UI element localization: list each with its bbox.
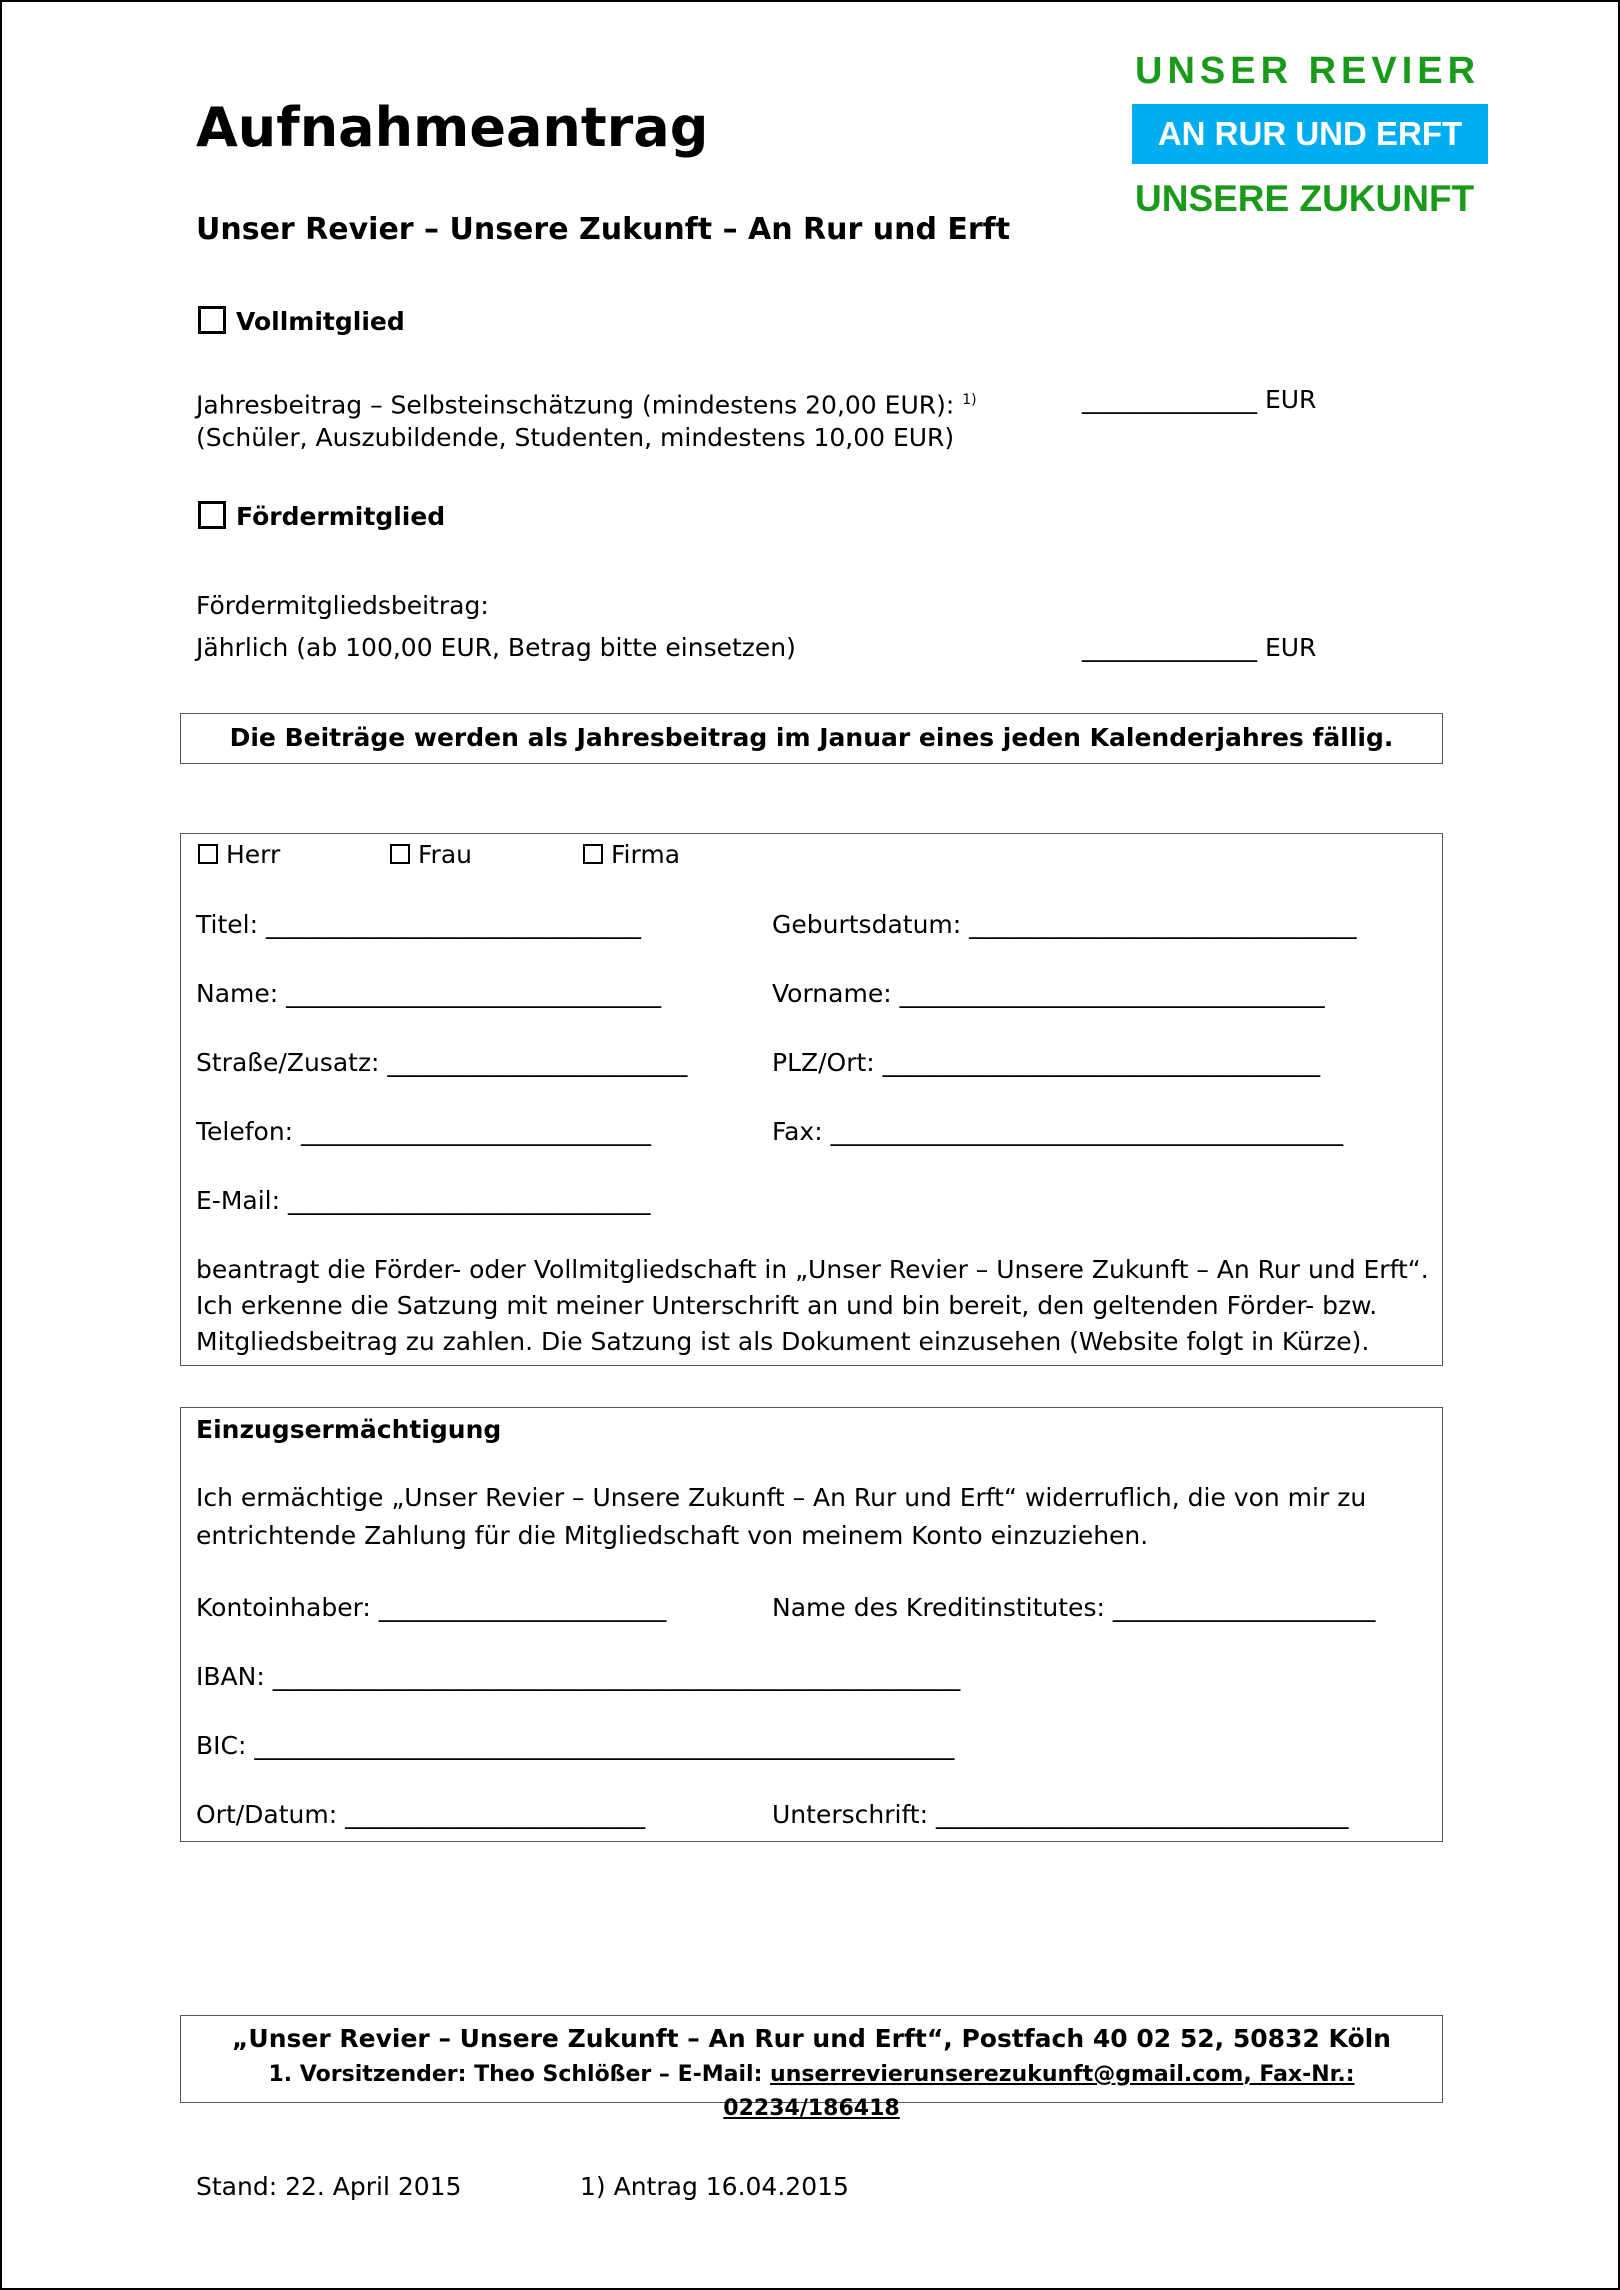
statement-line3: Mitgliedsbeitrag zu zahlen. Die Satzung ist als Dokument einzusehen (Website folgt in Kürze).	[196, 1327, 1370, 1356]
firma-label: Firma	[611, 840, 681, 869]
debit-text-line2: entrichtende Zahlung für die Mitgliedschaft von meinem Konto einzuziehen.	[196, 1521, 1149, 1550]
salutation-herr[interactable]	[198, 837, 280, 873]
checkbox-vollmitglied[interactable]	[198, 306, 226, 334]
footer-address-box	[180, 2015, 1443, 2121]
ort-datum-field[interactable]: Ort/Datum: ________________________	[196, 1800, 646, 1829]
salutation-frau[interactable]	[390, 837, 472, 873]
notice-text: Die Beiträge werden als Jahresbeitrag im Januar eines jeden Kalenderjahres fällig.	[229, 723, 1394, 752]
checkbox-firma[interactable]	[583, 844, 603, 864]
iban-field[interactable]: IBAN: _______________________________________________________	[196, 1662, 961, 1691]
kreditinstitut-field[interactable]: Name des Kreditinstitutes: _____________________	[772, 1593, 1376, 1622]
bic-field[interactable]: BIC: ________________________________________________________	[196, 1731, 955, 1760]
logo-line-unser-revier: UNSER REVIER	[1135, 50, 1481, 92]
option-foerdermitglied[interactable]	[198, 499, 445, 535]
footer-fax-text: , Fax-Nr.: 02234/186418	[723, 2062, 1355, 2121]
footer-email-link[interactable]: unserrevierunserezukunft@gmail.com	[770, 2062, 1244, 2087]
logo-banner-an-rur-und-erft: AN RUR UND ERFT	[1132, 104, 1488, 164]
footnote-text: 1) Antrag 16.04.2015	[580, 2172, 849, 2201]
footer-chair-text: 1. Vorsitzender: Theo Schlößer – E-Mail:	[268, 2062, 771, 2087]
checkbox-frau[interactable]	[390, 844, 410, 864]
herr-label: Herr	[226, 840, 281, 869]
full-fee-line2: (Schüler, Auszubildende, Studenten, mindestens 10,00 EUR)	[196, 423, 955, 452]
page-subtitle: Unser Revier – Unsere Zukunft – An Rur und Erft	[196, 212, 1011, 247]
supporting-fee-amount-field[interactable]: ______________ EUR	[1082, 633, 1317, 662]
vollmitglied-label: Vollmitglied	[236, 307, 405, 336]
statement-line1: beantragt die Förder- oder Vollmitgliedschaft in „Unser Revier – Unsere Zukunft – An Rur und Erft“.	[196, 1255, 1429, 1284]
debit-heading: Einzugsermächtigung	[196, 1415, 502, 1444]
telefon-field[interactable]: Telefon: ____________________________	[196, 1117, 652, 1146]
option-vollmitglied[interactable]	[198, 304, 405, 340]
full-fee-line1: Jahresbeitrag – Selbsteinschätzung (mindestens 20,00 EUR):	[196, 390, 955, 420]
geburtsdatum-field[interactable]: Geburtsdatum: _______________________________	[772, 910, 1357, 939]
page-title: Aufnahmeantrag	[196, 96, 709, 159]
unterschrift-field[interactable]: Unterschrift: _________________________________	[772, 1800, 1349, 1829]
foerdermitglied-label: Fördermitglied	[236, 502, 446, 531]
footer-line2	[181, 2058, 1442, 2126]
statement-line2: Ich erkenne die Satzung mit meiner Unterschrift an und bin bereit, den geltenden Förder- bzw.	[196, 1291, 1378, 1320]
email-field[interactable]: E-Mail: _____________________________	[196, 1186, 651, 1215]
notice-box	[180, 713, 1443, 764]
titel-field[interactable]: Titel: ______________________________	[196, 910, 641, 939]
vorname-field[interactable]: Vorname: __________________________________	[772, 979, 1325, 1008]
stand-date: Stand: 22. April 2015	[196, 2172, 462, 2201]
footnote-mark: 1)	[962, 392, 977, 408]
checkbox-foerdermitglied[interactable]	[198, 501, 226, 529]
kontoinhaber-field[interactable]: Kontoinhaber: _______________________	[196, 1593, 667, 1622]
full-fee-text	[196, 382, 977, 423]
supporting-fee-line1: Fördermitgliedsbeitrag:	[196, 591, 489, 620]
salutation-firma[interactable]	[583, 837, 680, 873]
strasse-field[interactable]: Straße/Zusatz: ________________________	[196, 1048, 688, 1077]
plz-ort-field[interactable]: PLZ/Ort: ___________________________________	[772, 1048, 1321, 1077]
name-field[interactable]: Name: ______________________________	[196, 979, 662, 1008]
logo-line-unsere-zukunft: UNSERE ZUKUNFT	[1135, 178, 1475, 219]
debit-text-line1: Ich ermächtige „Unser Revier – Unsere Zukunft – An Rur und Erft“ widerruflich, die von mir zu	[196, 1483, 1367, 1512]
frau-label: Frau	[418, 840, 473, 869]
checkbox-herr[interactable]	[198, 844, 218, 864]
fax-field[interactable]: Fax: _________________________________________	[772, 1117, 1344, 1146]
supporting-fee-line2: Jährlich (ab 100,00 EUR, Betrag bitte einsetzen)	[196, 633, 796, 662]
footer-line1: „Unser Revier – Unsere Zukunft – An Rur und Erft“, Postfach 40 02 52, 50832 Köln	[232, 2024, 1391, 2053]
full-fee-amount-field[interactable]: ______________ EUR	[1082, 385, 1317, 414]
